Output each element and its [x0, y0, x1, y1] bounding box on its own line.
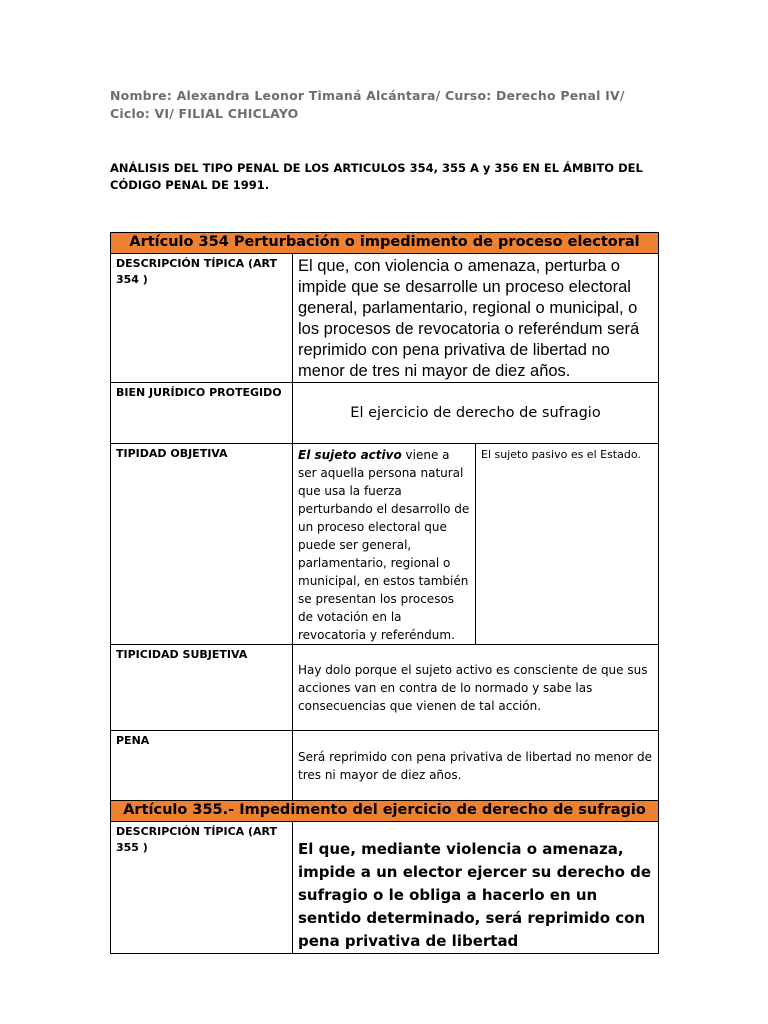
article-355-title: Artículo 355.- Impedimento del ejercicio de derecho de sufragio	[111, 801, 659, 822]
article-355-title-row	[111, 801, 659, 822]
tipicidad-subjetiva-text: Hay dolo porque el sujeto activo es consciente de que sus acciones van en contra de lo normado y sabe las consecuencias que vienen de tal acción.	[293, 645, 659, 731]
article-354-title: Artículo 354 Perturbación o impedimento de proceso electoral	[111, 233, 659, 254]
bien-juridico-text: El ejercicio de derecho de sufragio	[293, 383, 659, 444]
table-row	[111, 254, 659, 383]
sujeto-activo-lead: El sujeto activo	[298, 448, 402, 462]
table-row	[111, 645, 659, 731]
tipicidad-objetiva-label: TIPIDAD OBJETIVA	[111, 444, 293, 645]
sujeto-activo-text: viene a ser aquella persona natural que usa la fuerza perturbando el desarrollo de un proceso electoral que puede ser general, parlamentario, regional o municipal, en estos también se presentan los procesos de votación en la revocatoria y referéndum.	[298, 448, 470, 642]
article-354-title-row	[111, 233, 659, 254]
descripcion-355-text: El que, mediante violencia o amenaza, impide a un elector ejercer su derecho de sufragio o le obliga a hacerlo en un sentido determinado, será reprimido con pena privativa de libertad	[293, 822, 659, 954]
table-row	[111, 444, 659, 645]
sujeto-pasivo-text: El sujeto pasivo es el Estado.	[476, 444, 659, 645]
descripcion-text: El que, con violencia o amenaza, perturba o impide que se desarrolle un proceso electoral general, parlamentario, regional o municipal, o los procesos de revocatoria o referéndum será reprimido con pena privativa de libertad no menor de tres ni mayor de diez años.	[293, 254, 659, 383]
tipicidad-subjetiva-label: TIPICIDAD SUBJETIVA	[111, 645, 293, 731]
student-header: Nombre: Alexandra Leonor Timaná Alcántara/ Curso: Derecho Penal IV/ Ciclo: VI/ FILIAL CHICLAYO	[110, 88, 625, 121]
table-row	[111, 383, 659, 444]
pena-text: Será reprimido con pena privativa de libertad no menor de tres ni mayor de diez años.	[293, 731, 659, 801]
analysis-title: ANÁLISIS DEL TIPO PENAL DE LOS ARTICULOS 354, 355 A y 356 EN EL ÁMBITO DEL CÓDIGO PENAL DE 1991.	[110, 161, 643, 192]
table-row	[111, 822, 659, 954]
sujeto-activo-cell	[293, 444, 476, 645]
pena-label: PENA	[111, 731, 293, 801]
table-row	[111, 731, 659, 801]
bien-juridico-label: BIEN JURÍDICO PROTEGIDO	[111, 383, 293, 444]
descripcion-label: DESCRIPCIÓN TÍPICA (ART 354 )	[111, 254, 293, 383]
descripcion-355-label: DESCRIPCIÓN TÍPICA (ART 355 )	[111, 822, 293, 954]
analysis-table	[110, 232, 659, 954]
